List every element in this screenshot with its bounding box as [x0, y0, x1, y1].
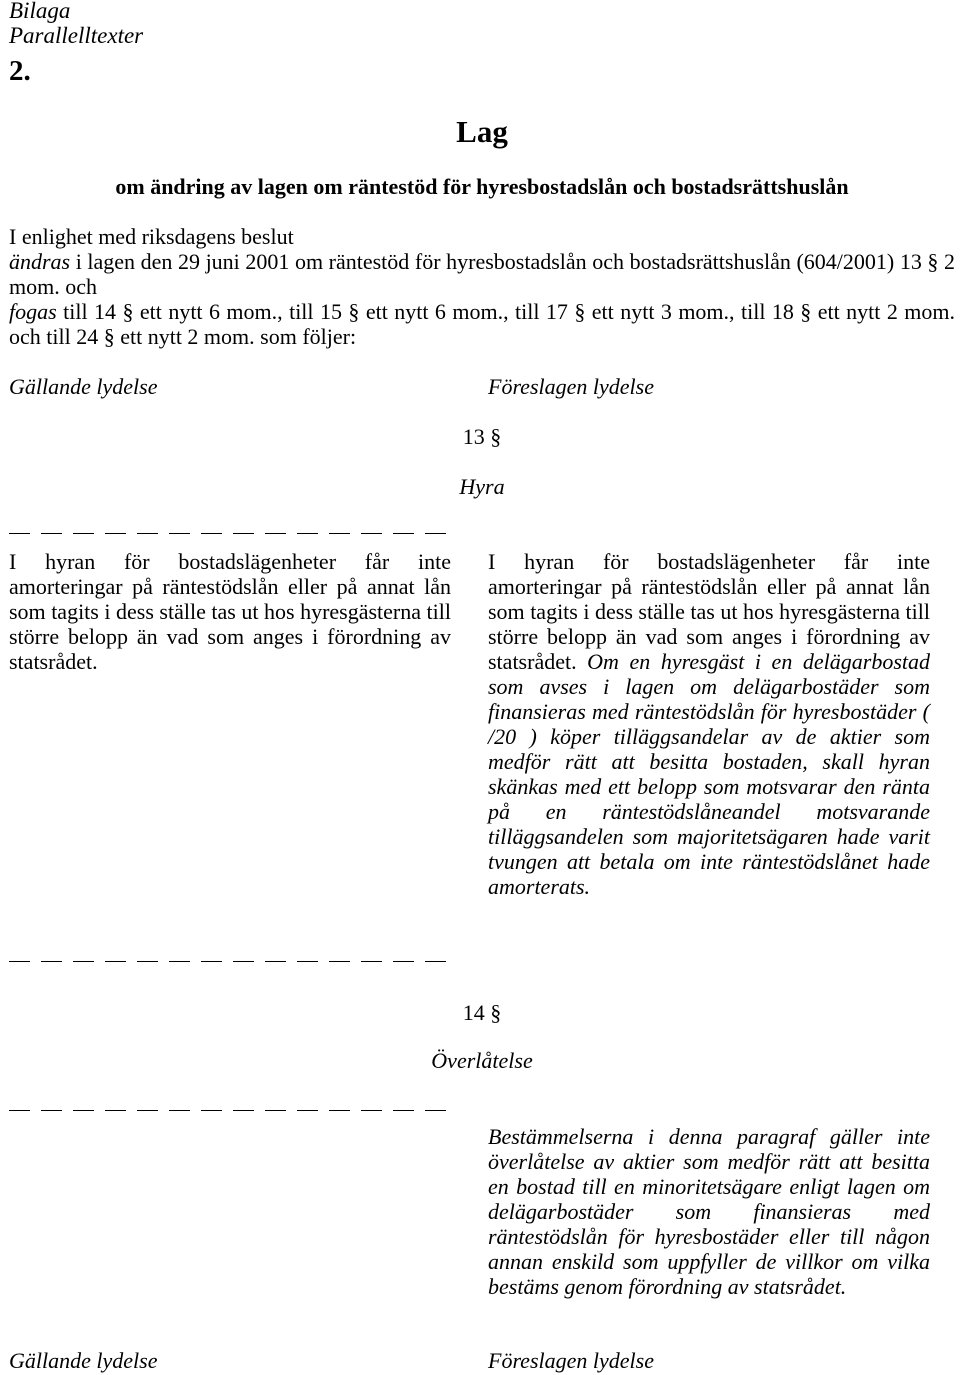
section-13-current-text: I hyran för bostadslägenheter får inte amorteringar på räntestödslån eller på annat lån som tagits i dess ställe tas ut hos hyresgästerna till större belopp än vad som anges i förordning av statsrådet. [9, 549, 451, 674]
section-13-proposed-text [488, 549, 930, 899]
appendix-label: Bilaga [9, 0, 71, 23]
omission-line-1 [9, 533, 459, 534]
column-header-current: Gällande lydelse [9, 374, 158, 399]
add-word: fogas [9, 299, 57, 324]
footer-header-proposed: Föreslagen lydelse [488, 1348, 654, 1373]
intro-paragraph [9, 224, 955, 349]
amend-word: ändras [9, 249, 71, 274]
omission-line-3 [9, 1110, 459, 1111]
section-13-proposed-base: I hyran för bostadslägenheter får inte amorteringar på räntestödslån eller på annat lån som tagits i dess ställe tas ut hos hyresgästerna till större belopp än vad som anges i förordning av statsrådet. [488, 549, 930, 674]
section-14-proposed-text: Bestämmelserna i denna paragraf gäller inte överlåtelse av aktier som medför rätt att besitta en bostad till en minoritetsägare enligt lagen om delägarbostäder som finansieras med räntestödslån för hyresbostäder eller till någon annan enskild som uppfyller de villkor om vilka bestäms genom förordning av statsrådet. [488, 1124, 930, 1299]
intro-amend [9, 249, 955, 299]
add-text: till 14 § ett nytt 6 mom., till 15 § ett nytt 6 mom., till 17 § ett nytt 3 mom., till 18 § ett nytt 2 mom. och till 24 § ett nytt 2 mom. som följer: [9, 299, 955, 349]
column-header-proposed: Föreslagen lydelse [488, 374, 654, 399]
intro-add [9, 299, 955, 349]
law-subtitle: om ändring av lagen om räntestöd för hyresbostadslån och bostadsrättshuslån [115, 174, 849, 199]
omission-line-2 [9, 961, 459, 962]
amend-text: i lagen den 29 juni 2001 om räntestöd för hyresbostadslån och bostadsrättshuslån (604/2001) 13 § 2 mom. och [9, 249, 955, 299]
law-title: Lag [456, 114, 508, 149]
section-14-number: 14 § [462, 1000, 502, 1025]
section-13-title: Hyra [459, 474, 505, 499]
section-14-title: Överlåtelse [431, 1048, 533, 1073]
section-13-number: 13 § [462, 424, 502, 449]
section-13-proposed-added: Om en hyresgäst i en delägarbostad som avses i lagen om delägarbostäder som finansieras med räntestödslån för hyresbostäder ( /20 ) köper tilläggsandelar av de aktier som medför rätt att besitta bostaden, skall hyran skänkas med ett belopp som motsvarar den ränta på en räntestödslåneandel motsvarande tilläggsandelen som majoritetsägaren hade varit tvungen att betala om inte räntestödslånet hade amorterats. [488, 649, 930, 899]
intro-line: I enlighet med riksdagens beslut [9, 224, 294, 249]
appendix-subtitle: Parallelltexter [9, 23, 144, 48]
footer-header-current: Gällande lydelse [9, 1348, 158, 1373]
appendix-number: 2. [9, 55, 31, 87]
